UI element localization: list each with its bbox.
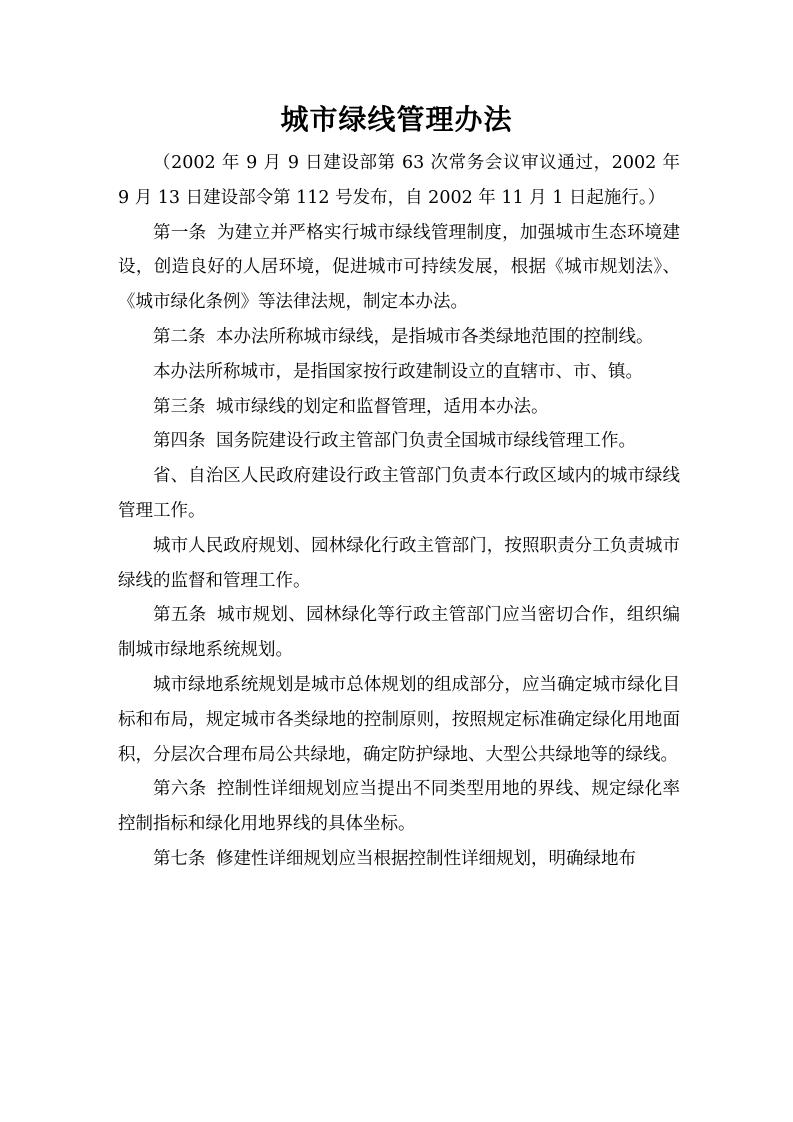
article-text: 城市人民政府规划、园林绿化行政主管部门，按照职责分工负责城市绿线的监督和管理工作。 (118, 535, 680, 591)
paragraph-article-4-clause-2 (118, 459, 680, 529)
article-number: 第七条 (153, 848, 206, 869)
article-text: 本办法所称城市绿线，是指城市各类绿地范围的控制线。 (216, 326, 654, 347)
article-number: 第四条 (153, 431, 206, 452)
article-number: 第三条 (153, 396, 206, 417)
article-text: 城市绿地系统规划是城市总体规划的组成部分，应当确定城市绿化目标和布局，规定城市各类绿地的控制原则，按照规定标准确定绿化用地面积，分层次合理布局公共绿地，确定防护绿地、大型公共绿地等的绿线。 (118, 674, 680, 765)
article-text: 城市绿线的划定和监督管理，适用本办法。 (216, 396, 549, 417)
article-text: 省、自治区人民政府建设行政主管部门负责本行政区域内的城市绿线管理工作。 (118, 466, 680, 521)
paragraph-article-5 (118, 598, 680, 668)
paragraph-article-2-clause-2 (118, 355, 680, 390)
article-number: 第一条 (153, 222, 207, 243)
article-text: 为建立并严格实行城市绿线管理制度，加强城市生态环境建设，创造良好的人居环境，促进城市可持续发展，根据《城市规划法》、《城市绿化条例》等法律法规，制定本办法。 (118, 222, 681, 313)
article-number: 第五条 (153, 605, 207, 626)
article-text: 修建性详细规划应当根据控制性详细规划，明确绿地布 (216, 848, 636, 869)
article-number: 第二条 (153, 326, 206, 347)
paragraph-article-3 (118, 390, 680, 425)
paragraph-article-4-clause-3 (118, 529, 680, 599)
article-text: 本办法所称城市，是指国家按行政建制设立的直辖市、市、镇。 (153, 361, 643, 382)
paragraph-article-5-clause-2 (118, 668, 680, 772)
paragraph-article-6 (118, 772, 680, 842)
paragraph-article-4 (118, 424, 680, 459)
document-body (118, 146, 680, 877)
paragraph-article-7 (118, 842, 680, 877)
article-text: 国务院建设行政主管部门负责全国城市绿线管理工作。 (216, 431, 636, 452)
document-intro: （2002 年 9 月 9 日建设部第 63 次常务会议审议通过，2002 年 9 月 13 日建设部令第 112 号发布，自 2002 年 11 月 1 日起施行。） (118, 153, 680, 208)
article-text: 城市规划、园林绿化等行政主管部门应当密切合作，组织编制城市绿地系统规划。 (118, 605, 681, 661)
paragraph-article-1 (118, 216, 680, 320)
article-text: 控制性详细规划应当提出不同类型用地的界线、规定绿化率控制指标和绿化用地界线的具体坐标。 (118, 779, 681, 835)
paragraph-article-2 (118, 320, 680, 355)
article-number: 第六条 (153, 779, 207, 800)
document-title: 城市绿线管理办法 (280, 103, 513, 136)
